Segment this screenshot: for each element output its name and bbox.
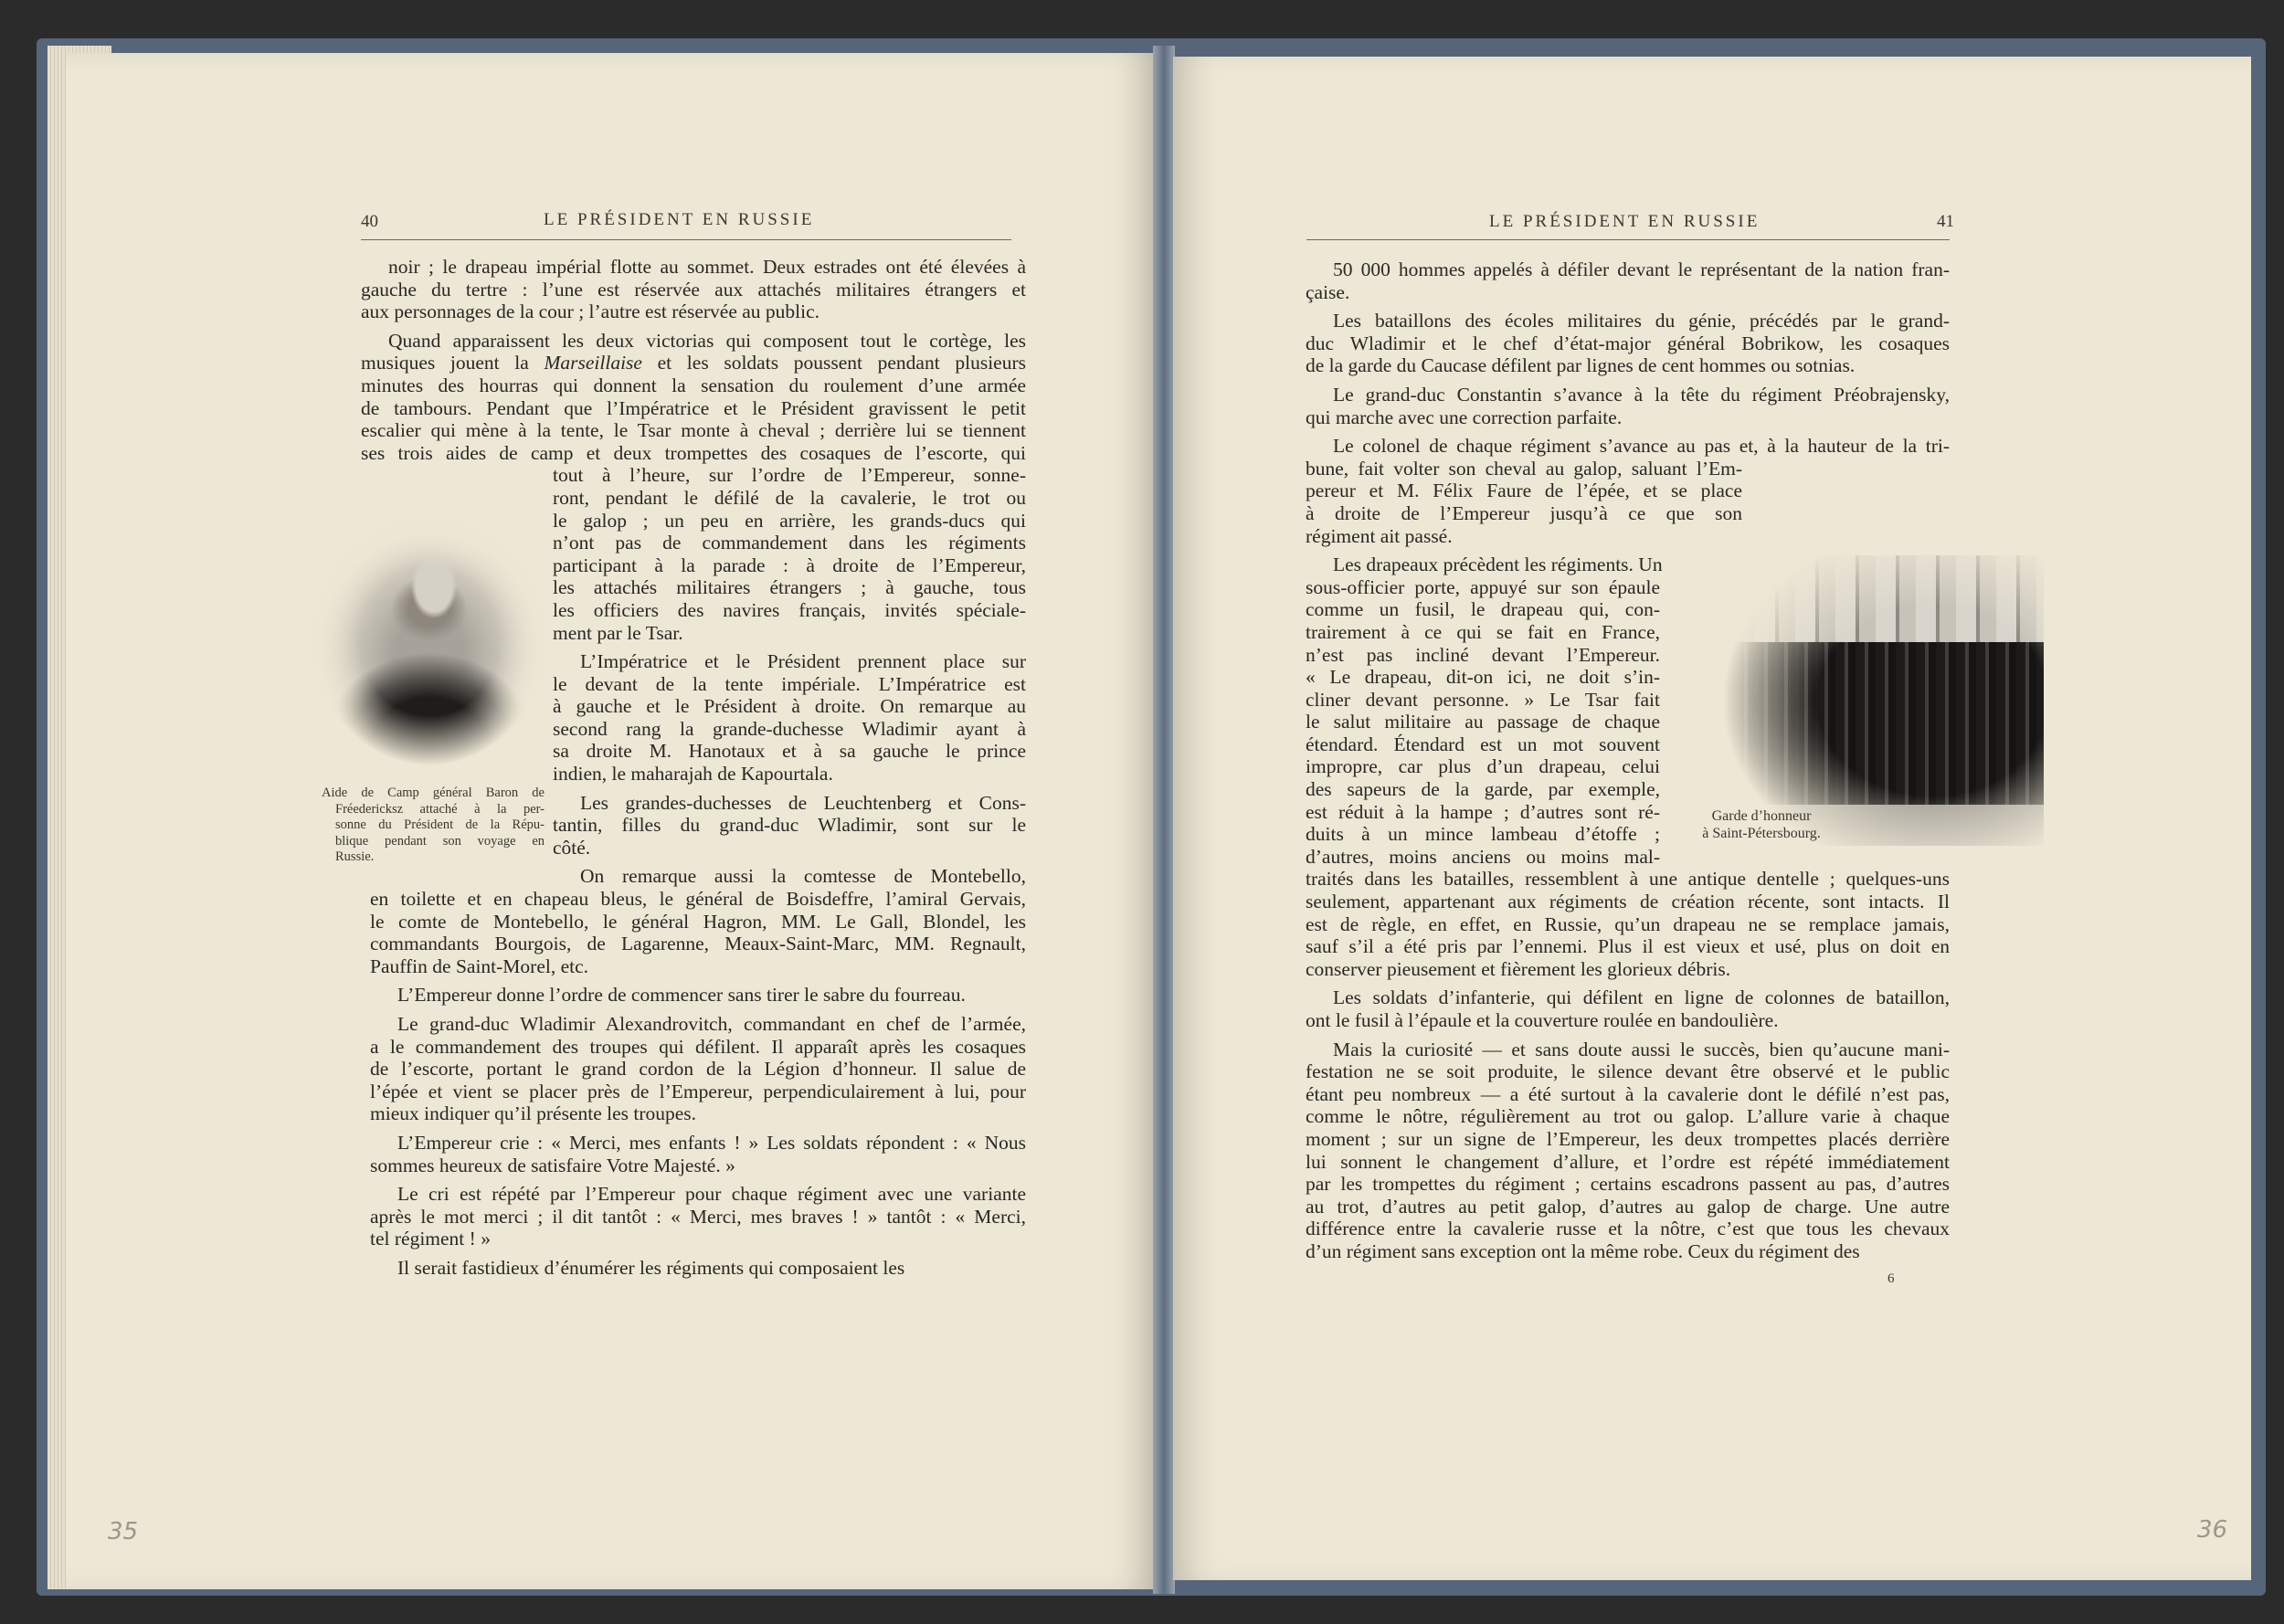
text-line: sommes heureux de satisfaire Votre Majesté. » xyxy=(370,1154,735,1176)
text-line: a le commandement des troupes qui défilent. Il apparaît après les cosaques xyxy=(370,1035,1026,1058)
text-line: de la garde du Caucase défilent par lignes de cent hommes ou sotnias. xyxy=(1306,354,1856,377)
text-line: Il serait fastidieux d’énumérer les régiments qui composaient les xyxy=(397,1256,905,1279)
header-rule-left xyxy=(361,239,1011,240)
text-line: d’autres, moins anciens ou moins mal- xyxy=(1306,845,1660,868)
text-line: musiques jouent la Marseillaise et les soldats poussent pendant plusieurs xyxy=(361,352,1026,374)
text-line: On remarque aussi la comtesse de Montebello, xyxy=(580,865,1026,888)
text-line: Le colonel de chaque régiment s’avance au pas et, à la hauteur de la tri- xyxy=(1333,435,1950,458)
right-text-column xyxy=(1306,258,1950,1263)
text-line: bune, fait volter son cheval au galop, saluant l’Em- xyxy=(1306,457,1742,480)
text-line: conserver pieusement et fièrement les glorieux débris. xyxy=(1306,957,1731,980)
pencil-note-right: 36 xyxy=(2197,1516,2228,1544)
text-line: régiment ait passé. xyxy=(1306,524,1453,547)
text-line: des sapeurs de la garde, par exemple, xyxy=(1306,778,1660,801)
text-line: second rang la grande-duchesse Wladimir ayant à xyxy=(553,717,1026,740)
text-line: sauf s’il a été pris par l’ennemi. Plus il est vieux et usé, plus on doit en xyxy=(1306,935,1950,958)
left-text-column xyxy=(361,256,1026,1280)
text-line: duc Wladimir et le chef d’état-major général Bobrikow, les cosaques xyxy=(1306,332,1950,354)
text-line: Les drapeaux précèdent les régiments. Un xyxy=(1333,554,1663,576)
text-line: ront, pendant le défilé de la cavalerie, le trot ou xyxy=(553,486,1026,509)
text-line: commandants Bourgois, de Lagarenne, Meaux-Saint-Marc, MM. Regnault, xyxy=(370,933,1026,955)
text-line: duits à un mince lambeau d’étoffe ; xyxy=(1306,823,1660,846)
text-line: trairement à ce qui se fait en France, xyxy=(1306,620,1660,643)
text-line: de tambours. Pendant que l’Impératrice et le Président gravissent le petit xyxy=(361,396,1026,419)
text-line: tantin, filles du grand-duc Wladimir, sont sur le xyxy=(553,814,1026,837)
text-line: Le grand-duc Constantin s’avance à la tête du régiment Préobrajensky, xyxy=(1333,383,1950,406)
text-line: tel régiment ! » xyxy=(370,1228,491,1250)
text-line: côté. xyxy=(553,836,591,859)
text-line: les officiers des navires français, invités spéciale- xyxy=(553,598,1026,621)
text-line: Les soldats d’infanterie, qui défilent en ligne de colonnes de bataillon, xyxy=(1333,986,1950,1009)
text-line: le galop ; un peu en arrière, les grands-ducs qui xyxy=(553,509,1026,532)
text-line: comme un fusil, le drapeau qui, con- xyxy=(1306,598,1660,621)
header-rule-right xyxy=(1306,239,1950,240)
text-line: le devant de la tente impériale. L’Impératrice est xyxy=(553,672,1026,695)
text-line: tout à l’heure, sur l’ordre de l’Empereur, sonne- xyxy=(553,464,1026,487)
text-line: Le grand-duc Wladimir Alexandrovitch, commandant en chef de l’armée, xyxy=(397,1013,1026,1035)
text-line: d’un régiment sans exception ont la même robe. Ceux du régiment des xyxy=(1306,1239,1860,1262)
page-number-left: 40 xyxy=(361,212,378,231)
caption-line: à Saint-Pétersbourg. xyxy=(1702,826,1821,841)
text-line: sa droite M. Hanotaux et à sa gauche le prince xyxy=(553,740,1026,763)
text-line: seulement, appartenant aux régiments de création récente, sont intacts. Il xyxy=(1306,891,1950,913)
signature-mark: 6 xyxy=(1887,1271,1895,1286)
text-line: festation ne se soit produite, le silence devant être observé et le public xyxy=(1306,1060,1950,1083)
text-line: moment ; sur un signe de l’Empereur, les deux trompettes placés derrière xyxy=(1306,1127,1950,1150)
text-line: Le cri est répété par l’Empereur pour chaque régiment avec une variante xyxy=(397,1183,1026,1206)
text-line: Les grandes-duchesses de Leuchtenberg et Cons- xyxy=(580,791,1026,814)
text-line: à droite de l’Empereur jusqu’à ce que son xyxy=(1306,501,1742,524)
text-line: le salut militaire au passage de chaque xyxy=(1306,711,1660,733)
text-line: n’est pas incliné devant l’Empereur. xyxy=(1306,643,1660,666)
text-line: minutes des hourras qui donnent la sensation du roulement d’une armée xyxy=(361,374,1026,396)
text-line: Pauffin de Saint-Morel, etc. xyxy=(370,954,589,977)
caption-line: Russie. xyxy=(335,849,375,864)
text-line: escalier qui mène à la tente, le Tsar monte à cheval ; derrière lui se tiennent xyxy=(361,419,1026,442)
running-head-left: LE PRÉSIDENT EN RUSSIE xyxy=(544,210,815,229)
text-line: étant peu nombreux — a été surtout à la cavalerie dont le défilé n’est pas, xyxy=(1306,1082,1950,1105)
running-head-right: LE PRÉSIDENT EN RUSSIE xyxy=(1489,212,1761,231)
caption-line: sonne du Président de la Répu- xyxy=(335,817,545,832)
text-line: différence entre la cavalerie russe et la nôtre, c’est que tous les chevaux xyxy=(1306,1218,1950,1240)
text-line: à gauche et le Président à droite. On remarque au xyxy=(553,695,1026,718)
caption-line: Fréedericksz attaché à la per- xyxy=(335,801,545,817)
text-line: indien, le maharajah de Kapourtala. xyxy=(553,763,833,786)
text-line: mieux indiquer qu’il présente les troupes. xyxy=(370,1102,697,1125)
text-line: çaise. xyxy=(1306,280,1350,303)
text-line: noir ; le drapeau impérial flotte au sommet. Deux estrades ont été élevées à xyxy=(388,256,1026,278)
text-line: lui sonnent le changement d’allure, et l’ordre est répété immédiatement xyxy=(1306,1150,1950,1173)
text-line: par les trompettes du régiment ; certains escadrons passent au pas, d’autres xyxy=(1306,1173,1950,1196)
text-line: traités dans les batailles, ressemblent à une antique dentelle ; quelques-uns xyxy=(1306,868,1950,891)
text-line: le comte de Montebello, le général Hagron, MM. Le Gall, Blondel, les xyxy=(370,910,1026,933)
book-spine xyxy=(1153,46,1175,1594)
text-line: au trot, d’autres au petit galop, d’autres au galop de charge. Une autre xyxy=(1306,1195,1950,1218)
text-line: l’épée et vient se placer près de l’Empereur, perpendiculairement à lui, pour xyxy=(370,1080,1026,1102)
text-line: L’Empereur donne l’ordre de commencer sans tirer le sabre du fourreau. xyxy=(397,984,966,1007)
text-line: 50 000 hommes appelés à défiler devant le représentant de la nation fran- xyxy=(1333,258,1950,280)
text-line: L’Impératrice et le Président prennent place sur xyxy=(580,650,1026,673)
page-number-right: 41 xyxy=(1937,212,1954,231)
text-line: est de règle, en effet, en Russie, qu’un drapeau ne se remplace jamais, xyxy=(1306,912,1950,935)
text-line: les attachés militaires étrangers ; à gauche, tous xyxy=(553,576,1026,599)
text-line: de l’escorte, portant le grand cordon de la Légion d’honneur. Il salue de xyxy=(370,1058,1026,1081)
text-line: impropre, car plus d’un drapeau, celui xyxy=(1306,755,1660,778)
text-line: ment par le Tsar. xyxy=(553,621,683,644)
text-line: Mais la curiosité — et sans doute aussi le succès, bien qu’aucune mani- xyxy=(1333,1038,1950,1060)
text-line: en toilette et en chapeau bleus, le général de Boisdeffre, l’amiral Gervais, xyxy=(370,888,1026,911)
text-line: n’ont pas de commandement dans les régiments xyxy=(553,532,1026,554)
text-line: participant à la parade : à droite de l’Empereur, xyxy=(553,554,1026,576)
text-line: Les bataillons des écoles militaires du génie, précédés par le grand- xyxy=(1333,310,1950,332)
caption-line: Aide de Camp général Baron de xyxy=(322,786,545,800)
pencil-note-left: 35 xyxy=(108,1518,139,1545)
text-line: pereur et M. Félix Faure de l’épée, et se place xyxy=(1306,480,1742,502)
text-line: ont le fusil à l’épaule et la couverture roulée en bandoulière. xyxy=(1306,1009,1779,1031)
text-line: sous-officier porte, appuyé sur son épaule xyxy=(1306,575,1660,598)
text-line: comme le nôtre, régulièrement au trot ou galop. L’allure varie à chaque xyxy=(1306,1105,1950,1128)
text-line: ses trois aides de camp et deux trompettes des cosaques de l’escorte, qui xyxy=(361,441,1026,464)
text-line: aux personnages de la cour ; l’autre est réservée au public. xyxy=(361,301,820,323)
text-line: L’Empereur crie : « Merci, mes enfants ! » Les soldats répondent : « Nous xyxy=(397,1131,1026,1154)
caption-line: Garde d’honneur xyxy=(1711,808,1812,824)
text-line: après le mot merci ; il dit tantôt : « Merci, mes braves ! » tantôt : « Merci, xyxy=(370,1205,1026,1228)
text-line: qui marche avec une correction parfaite. xyxy=(1306,406,1623,428)
text-line: Quand apparaissent les deux victorias qui composent tout le cortège, les xyxy=(388,329,1026,352)
text-line: est réduit à la hampe ; d’autres sont ré- xyxy=(1306,800,1660,823)
text-line: cliner devant personne. » Le Tsar fait xyxy=(1306,688,1660,711)
caption-line: blique pendant son voyage en xyxy=(335,833,545,849)
text-line: « Le drapeau, dit-on ici, ne doit s’in- xyxy=(1306,666,1660,689)
text-line: étendard. Étendard est un mot souvent xyxy=(1306,733,1660,755)
text-line: gauche du tertre : l’une est réservée aux attachés militaires étrangers et xyxy=(361,278,1026,301)
